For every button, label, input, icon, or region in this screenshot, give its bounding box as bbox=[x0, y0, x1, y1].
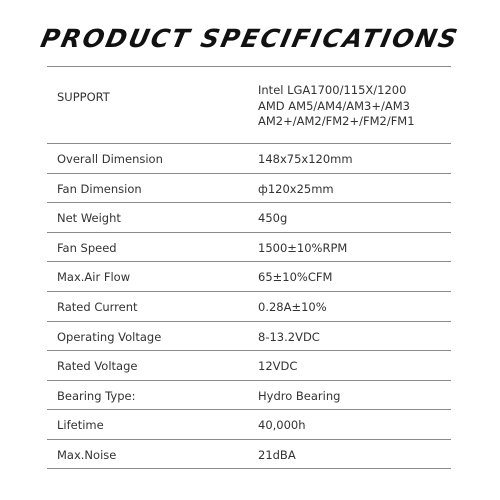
spec-row bbox=[47, 439, 451, 469]
spec-row bbox=[47, 380, 451, 410]
spec-row bbox=[47, 409, 451, 439]
spec-value: 148x75x120mm bbox=[258, 152, 353, 166]
support-line: Intel LGA1700/115X/1200 bbox=[258, 83, 407, 97]
spec-label: Max.Noise bbox=[57, 447, 117, 462]
spec-value: 1500±10%RPM bbox=[258, 240, 348, 255]
spec-value: 21dBA bbox=[258, 447, 296, 462]
spec-row bbox=[47, 232, 451, 262]
spec-value: 450g bbox=[258, 211, 288, 226]
spec-label: Max.Air Flow bbox=[57, 270, 131, 285]
spec-label: Overall Dimension bbox=[57, 152, 163, 166]
spec-label: Rated Voltage bbox=[57, 359, 138, 374]
spec-row bbox=[47, 261, 451, 291]
spec-value: 12VDC bbox=[258, 359, 298, 374]
spec-label: Operating Voltage bbox=[57, 329, 162, 344]
spec-label: Bearing Type: bbox=[57, 388, 136, 403]
spec-value: 40,000h bbox=[258, 418, 306, 433]
spec-value: 8-13.2VDC bbox=[258, 329, 320, 344]
spec-value-support bbox=[258, 83, 415, 130]
spec-row bbox=[47, 321, 451, 351]
spec-row bbox=[47, 173, 451, 203]
spec-row bbox=[47, 143, 451, 173]
spec-value: ф120x25mm bbox=[258, 181, 334, 196]
spec-row bbox=[47, 291, 451, 321]
spec-label: Fan Speed bbox=[57, 240, 117, 255]
support-line: AMD AM5/AM4/AM3+/AM3 bbox=[258, 98, 410, 113]
spec-row bbox=[47, 350, 451, 380]
spec-value: 65±10%CFM bbox=[258, 270, 333, 285]
spec-label: SUPPORT bbox=[57, 90, 110, 104]
spec-label: Net Weight bbox=[57, 211, 121, 226]
spec-label: Fan Dimension bbox=[57, 181, 142, 196]
spec-row-support bbox=[47, 66, 451, 143]
spec-table bbox=[47, 66, 451, 469]
spec-label: Lifetime bbox=[57, 418, 104, 433]
spec-label: Rated Current bbox=[57, 299, 138, 314]
support-line: AM2+/AM2/FM2+/FM2/FM1 bbox=[258, 114, 415, 128]
spec-value: 0.28A±10% bbox=[258, 299, 327, 314]
page-title: PRODUCT SPECIFICATIONS bbox=[38, 24, 462, 53]
spec-row bbox=[47, 202, 451, 232]
spec-value: Hydro Bearing bbox=[258, 388, 341, 403]
